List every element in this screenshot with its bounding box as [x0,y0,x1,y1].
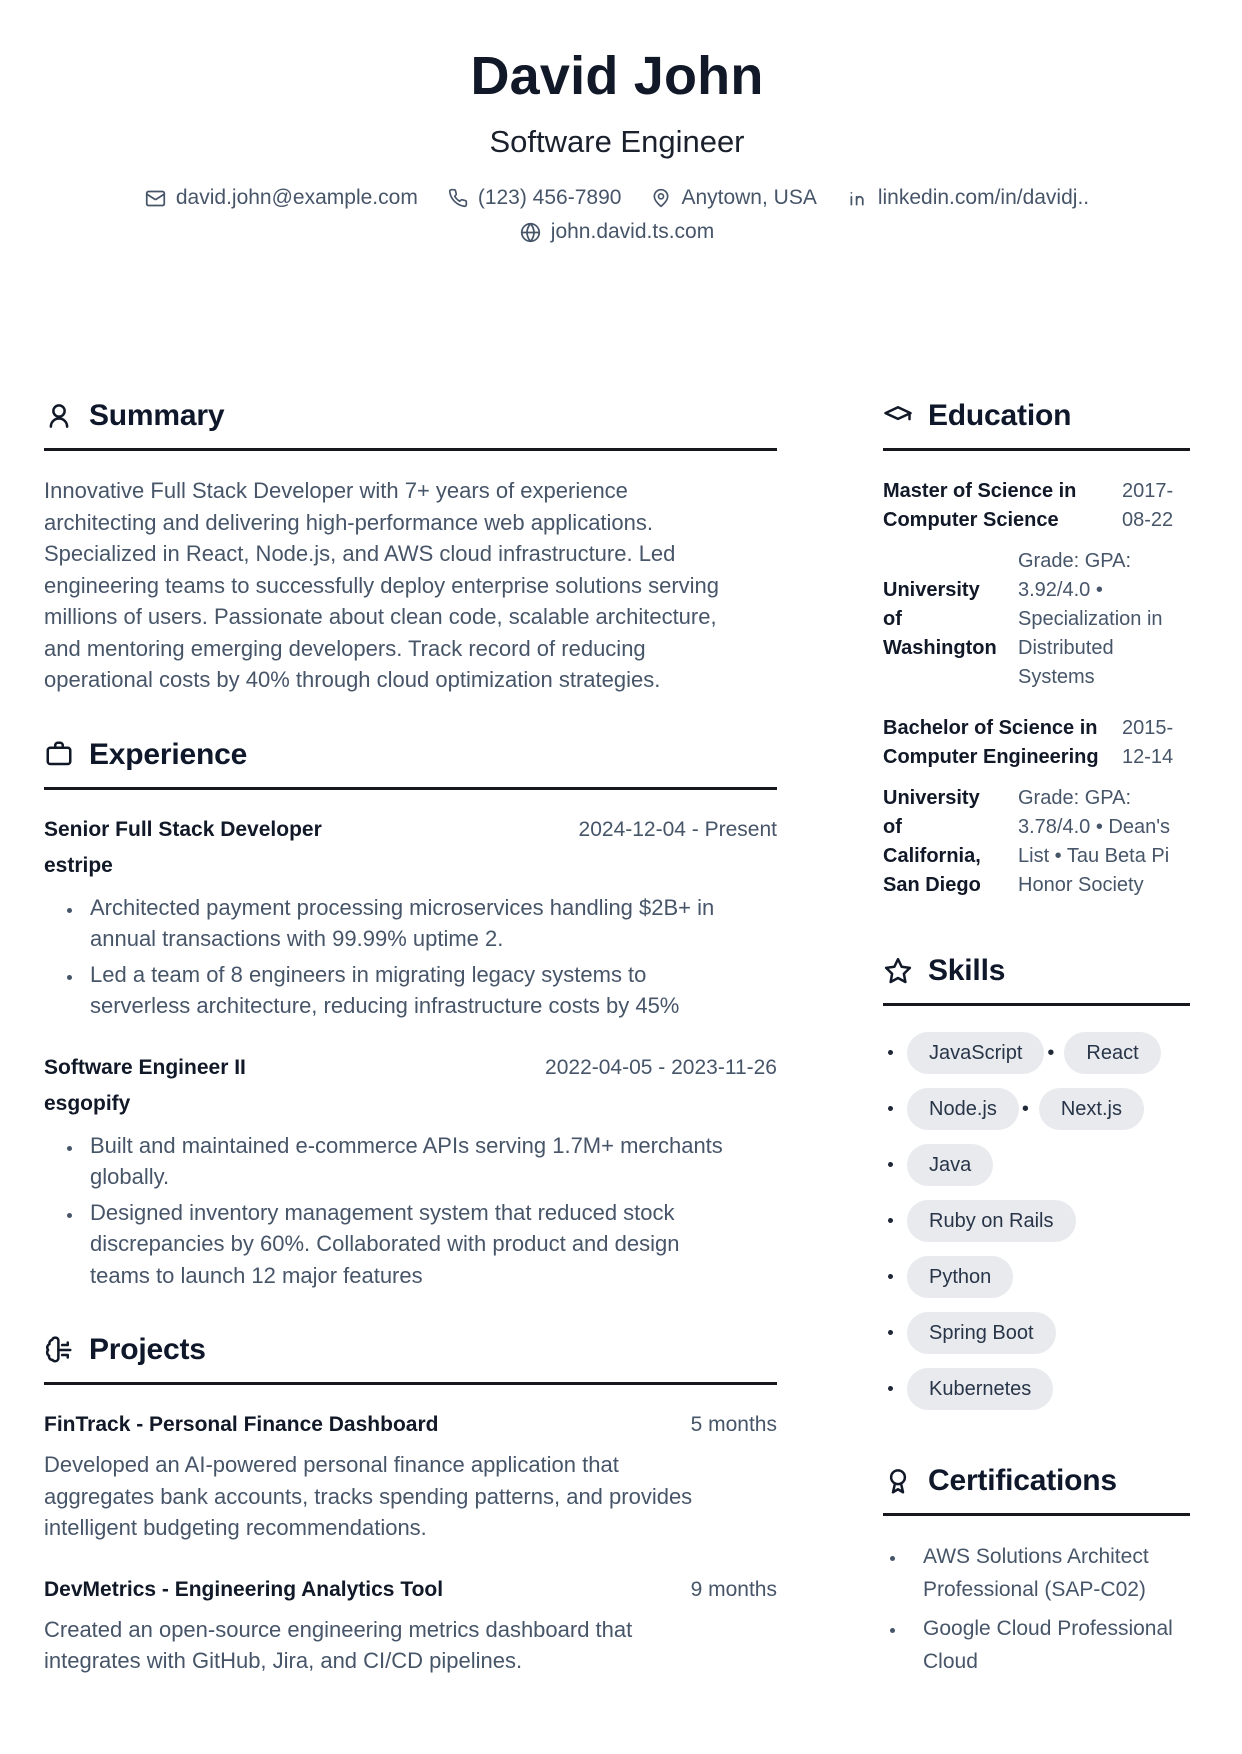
skill-pill: React [1064,1032,1160,1074]
certification-list [883,1540,1190,1678]
projects-title: Projects [89,1333,206,1366]
graduation-cap-icon [883,401,913,431]
project-item-head [44,1411,777,1439]
email-text: david.john@example.com [175,186,418,209]
phone-text: (123) 456-7890 [477,186,622,209]
summary-text: Innovative Full Stack Developer with 7+ years of experience architecting and delivering high-performance web applications. Specialized in React, Node.js, and AWS cloud infrastructure. Led engineering teams to successfully deploy enterprise solutions serving millions of users. Passionate about clean code, scalable architecture, and mentoring emerging developers. Track record of reducing operational costs by 40% through cloud optimization strategies. [44,478,720,692]
education-header [883,397,1190,451]
project-item-head [44,1576,777,1604]
skill-pill: Ruby on Rails [907,1200,1076,1242]
project-item [44,1576,777,1677]
job-company: esgopify [44,1091,131,1115]
location-item [651,185,816,211]
phone-icon [448,188,468,208]
skill-pill: JavaScript [907,1032,1044,1074]
resume-header [44,45,1190,245]
projects-header [44,1331,777,1385]
skill-pill: Spring Boot [907,1312,1056,1354]
section-skills [883,952,1190,1410]
map-pin-icon [651,188,671,208]
job-dates: 2022-04-05 - 2023-11-26 [545,1055,777,1079]
skill-separator: • [1021,1097,1029,1120]
phone-link[interactable] [448,185,622,211]
experience-item-head [44,816,777,844]
globe-icon [520,222,541,243]
skills-row [905,1144,1190,1186]
skills-header [883,952,1190,1006]
skills-list [883,1032,1190,1410]
education-school-row [883,784,1190,900]
left-column [44,397,777,1730]
skills-row [905,1256,1190,1298]
experience-title: Experience [89,737,248,771]
location-text: Anytown, USA [681,186,817,209]
section-certifications [883,1462,1190,1678]
education-degree-row [883,477,1190,535]
linkedin-text: linkedin.com/in/davidj.. [877,186,1090,209]
linkedin-link[interactable] [847,185,1089,211]
job-bullet: • Built and maintained e-commerce APIs serving 1.7M+ merchants globally. [84,1130,734,1193]
skill-pill: Python [907,1256,1013,1298]
skills-row [905,1088,1190,1130]
education-date: 2015-12-14 [1122,717,1174,768]
right-column [883,397,1190,1730]
section-experience [44,736,777,1292]
school-name: University of California, San Diego [883,787,981,896]
skill-pill: Java [907,1144,993,1186]
contact-row-1 [44,185,1190,211]
skills-row [905,1200,1190,1242]
linkedin-icon [847,188,868,209]
section-summary [44,397,777,696]
skill-pill: Next.js [1039,1088,1144,1130]
website-text: john.david.ts.com [550,220,715,243]
education-school-row [883,547,1190,692]
skill-pill: Node.js [907,1088,1019,1130]
degree-name: Master of Science in Computer Science [883,480,1077,531]
job-role: Software Engineer II [44,1055,246,1079]
brain-icon [44,1335,74,1365]
job-bullet: • Designed inventory management system that reduced stock discrepancies by 60%. Collaborated with product and design teams to launch 12 major features [84,1197,734,1292]
education-degree-row [883,714,1190,772]
star-icon [883,956,913,986]
briefcase-icon [44,739,74,769]
project-description: Developed an AI-powered personal finance application that aggregates bank accounts, tracks spending patterns, and provides intelligent budgeting recommendations. [44,1452,693,1540]
certification-item: • Google Cloud Professional Cloud [907,1612,1190,1678]
experience-item-head [44,1054,777,1082]
mail-icon [145,188,166,209]
certifications-header [883,1462,1190,1516]
certifications-title: Certifications [928,1464,1117,1497]
person-name: David John [470,46,764,106]
job-bullet: • Architected payment processing microservices handling $2B+ in annual transactions with 99.99% uptime 2. [84,892,734,955]
skill-pill: Kubernetes [907,1368,1053,1410]
experience-header [44,736,777,790]
user-icon [44,401,74,431]
school-name: University of Washington [883,579,997,659]
section-projects [44,1331,777,1677]
project-item [44,1411,777,1544]
summary-title: Summary [89,399,225,432]
project-entries [44,1411,777,1677]
skills-row [905,1312,1190,1354]
skills-row [905,1032,1190,1074]
project-description: Created an open-source engineering metrics dashboard that integrates with GitHub, Jira, and CI/CD pipelines. [44,1616,633,1673]
job-dates: 2024-12-04 - Present [578,817,777,841]
website-link[interactable] [520,219,714,245]
experience-item [44,816,777,1022]
education-grade: Grade: GPA: 3.92/4.0 • Specialization in Distributed Systems [1018,550,1163,688]
education-date: 2017-08-22 [1122,480,1174,531]
email-link[interactable] [145,185,418,211]
resume-columns [44,397,1190,1730]
project-name: DevMetrics - Engineering Analytics Tool [44,1577,444,1601]
job-company: estripe [44,853,113,877]
education-title: Education [928,399,1072,432]
summary-header [44,397,777,451]
person-job-title: Software Engineer [489,124,745,159]
education-item [883,477,1190,692]
skills-row [905,1368,1190,1410]
degree-name: Bachelor of Science in Computer Engineering [883,717,1099,768]
column-gap [777,397,823,1730]
education-grade: Grade: GPA: 3.78/4.0 • Dean's List • Tau Beta Pi Honor Society [1018,787,1171,896]
certification-item: • AWS Solutions Architect Professional (SAP-C02) [907,1540,1190,1606]
job-bullet: • Led a team of 8 engineers in migrating legacy systems to serverless architecture, reducing infrastructure costs by 45% [84,959,734,1022]
education-item [883,714,1190,900]
job-bullet-list [44,892,734,1022]
project-name: FinTrack - Personal Finance Dashboard [44,1413,439,1436]
experience-entries [44,816,777,1292]
experience-item [44,1054,777,1292]
contact-row-2 [44,219,1190,245]
job-role: Senior Full Stack Developer [44,817,322,841]
project-duration: 9 months [690,1577,777,1601]
project-duration: 5 months [690,1413,777,1436]
award-icon [883,1466,913,1496]
section-education [883,397,1190,900]
job-bullet-list [44,1130,734,1292]
skill-separator: • [1047,1041,1055,1064]
skills-title: Skills [928,954,1006,987]
